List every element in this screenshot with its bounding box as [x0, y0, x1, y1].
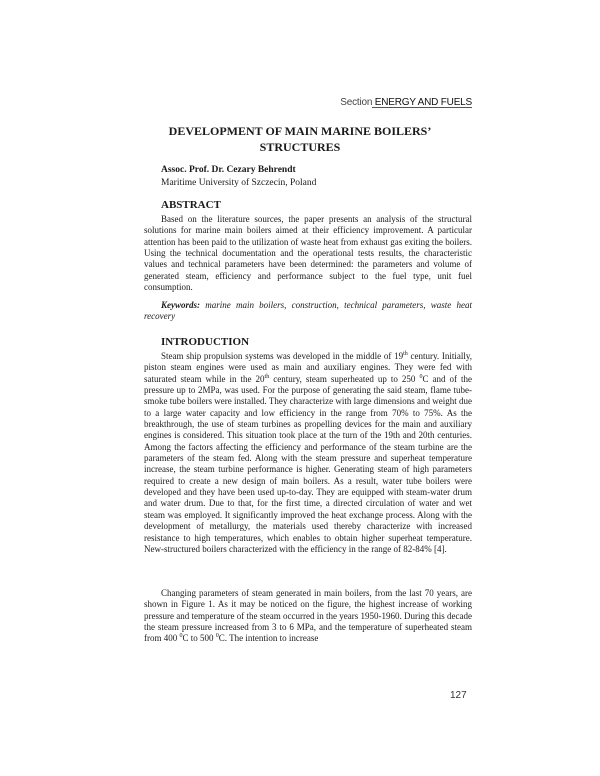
page-number: 127 [450, 690, 467, 701]
p2-sup-a: 0 [179, 633, 183, 640]
p2-text-a: Changing parameters of steam generated in main boilers, from the last 70 years, are shown in Figure 1. As it may be noticed on the figure, the highest increase of working pressure and temperature of the steam occurred in the years 1950-1960. During this decade the steam pressure increased from 3 to 6 MPa, and the temperature of superheated steam from 400 [144, 588, 472, 644]
paper-title-line-1: DEVELOPMENT OF MAIN MARINE BOILERS’ [168, 124, 432, 138]
p1-text-d: C and of the pressure up to 2MPa, was used. For the purpose of generating the said steam, flame tube-smoke tube boilers were installed. They characterize with large dimensions and weight due to a large water capacity and low efficiency in the range from 70% to 75%. As the breakthrough, the use of steam turbines as propelling devices for the main and auxiliary engines is considered. This situation took place at the turn of the 19th and 20th centuries. Among the factors affecting the efficiency and performance of the steam turbine are the parameters of the steam fed. Along with the steam pressure and superheat temperature increase, the steam turbine performance is higher. Generating steam of high parameters required to create a new design of main boilers. As a result, water tube boilers were developed and they have been used up-to-day. They are equipped with steam-water drum and water drum. Due to that, for the first time, a directed circulation of water and wet steam was employed. It significantly improved the heat exchange process. Along with the development of metallurgy, the materials used thereby characterize with increased resistance to high temperatures, which enables to obtain higher superheat temperature. New-structured boilers characterized with the efficiency in the range of 82-84% [4]. [144, 373, 472, 554]
paper-title-line-2: STRUCTURES [259, 140, 341, 154]
introduction-heading: INTRODUCTION [161, 336, 250, 348]
keywords-text: marine main boilers, construction, technical parameters, waste heat recovery [144, 300, 472, 322]
abstract-text: Based on the literature sources, the paper presents an analysis of the structural solutions for marine main boilers aimed at their efficiency improvement. A particular attention has been paid to the utilization of waste heat from exhaust gas exiting the boilers. Using the technical documentation and the operational tests results, the characteristic values and technical parameters have been determined: the parameters and volume of generated steam, efficiency and performance subject to the fuel type, unit fuel consumption. [144, 214, 472, 293]
p1-sup-c: 0 [419, 373, 423, 380]
abstract-heading: ABSTRACT [161, 199, 221, 211]
section-name: ENERGY AND FUELS [374, 97, 472, 108]
p1-sup-b: th [264, 373, 270, 380]
p1-text-c: century, steam superheated up to 250 [269, 373, 420, 384]
introduction-paragraph-1 [144, 351, 472, 555]
header-rule [372, 107, 472, 108]
author-name: Assoc. Prof. Dr. Cezary Behrendt [161, 165, 296, 175]
keywords-label: Keywords: [161, 300, 200, 310]
p1-text-b: century. Initially, piston steam engines were used as main and auxiliary engines. They were fed with saturated steam while in the 20 [144, 351, 472, 384]
author-affiliation: Maritime University of Szczecin, Poland [161, 178, 317, 188]
p2-text-c: C. The intention to increase [218, 633, 319, 644]
section-word: Section [340, 97, 373, 108]
keywords [144, 300, 472, 323]
introduction-paragraph-2 [144, 588, 472, 645]
p2-text-b: C to 500 [182, 633, 216, 644]
p1-sup-a: th [403, 351, 408, 357]
p1-text-a: Steam ship propulsion systems was developed in the middle of 19 [161, 351, 404, 361]
p2-sup-b: 0 [215, 633, 219, 640]
